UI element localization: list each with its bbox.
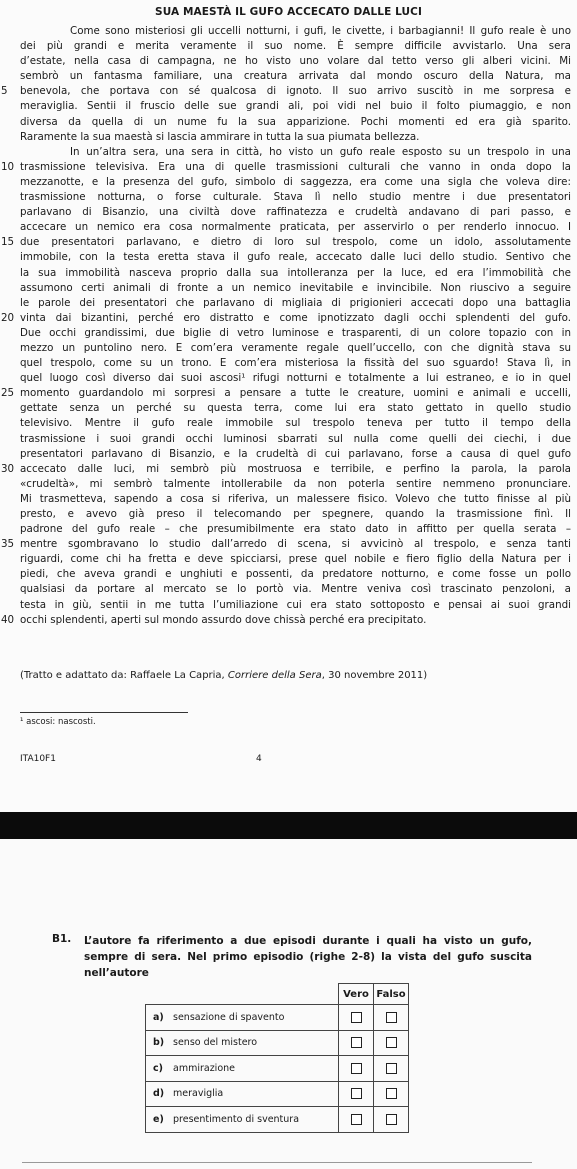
line-number: 20 xyxy=(1,311,15,324)
line-text: d’estate, nella casa di campagna, ne ho visto uno volare dal tetto verso gli alberi vicini. Mi xyxy=(20,55,571,68)
passage-line xyxy=(0,235,577,250)
line-text: accecare un nemico era cosa normalmente praticata, per asservirlo o per renderlo innocuo. I xyxy=(20,221,571,234)
source-citation xyxy=(20,670,427,681)
line-text: la sua immobilità nasceva proprio dalla sua intolleranza per la luce, ed era l’immobilità che xyxy=(20,266,571,279)
line-text: parlavano di Bisanzio, una civiltà dove raffinatezza e crudeltà andavano di pari passo, e xyxy=(20,206,571,219)
checkbox-falso[interactable] xyxy=(386,1037,397,1048)
passage-line xyxy=(0,69,577,84)
line-text: trasmissione televisiva. Era una di quelle trasmissioni culturali che vanno in onda dopo la xyxy=(20,160,571,173)
passage-line xyxy=(0,401,577,416)
cell-vero xyxy=(339,1081,374,1107)
table-row xyxy=(146,1030,409,1056)
line-text: «crudeltà», mi sembrò talmente intollerabile da non poterla sentire nemmeno pronunciare. xyxy=(20,477,571,490)
passage-line xyxy=(0,130,577,145)
line-text: meraviglia. Sentii il fruscio delle sue grandi ali, poi vidi nel buio il folto piumaggio, e non xyxy=(20,100,571,113)
cell-vero xyxy=(339,1056,374,1082)
passage-line xyxy=(0,356,577,371)
question-number: B1. xyxy=(52,933,72,945)
option-letter: b) xyxy=(153,1037,165,1049)
passage-line xyxy=(0,39,577,54)
passage-line xyxy=(0,84,577,99)
passage-line xyxy=(0,54,577,69)
line-text: presentatori parlavano di Bisanzio, e la crudeltà di cui parlavano, forse a causa di quel gufo xyxy=(20,447,571,460)
line-text: dei più grandi e merita veramente il suo nome. È sempre difficile avvistarlo. Una sera xyxy=(20,40,571,53)
passage-line xyxy=(0,266,577,281)
passage-line xyxy=(0,220,577,235)
line-text: quel luogo così diverso dai suoi ascosi¹ rifugi notturni e totalmente a lui estraneo, e io in quel xyxy=(20,372,571,385)
passage-line xyxy=(0,115,577,130)
line-text: televisivo. Mentre il gufo reale immobile sul trespolo teneva per tutto il tempo della xyxy=(20,417,571,430)
header-vero: Vero xyxy=(339,984,374,1005)
question-text: L’autore fa riferimento a due episodi durante i quali ha visto un gufo, sempre di sera. Nel primo episodio (righe 2-8) la vista del gufo suscita nell’autore xyxy=(84,935,532,979)
option-text: senso del mistero xyxy=(173,1037,258,1049)
cell-falso xyxy=(374,1030,409,1056)
line-text: padrone del gufo reale – che presumibilmente era stato dato in affitto per quella serata – xyxy=(20,523,571,536)
passage-line xyxy=(0,296,577,311)
line-text: momento guardandolo mi sorpresi a pensare a tutte le creature, uomini e animali e uccelli, xyxy=(20,387,571,400)
line-number: 40 xyxy=(1,613,15,626)
passage-line xyxy=(0,567,577,582)
option-label xyxy=(146,1030,339,1056)
source-journal: Corriere della Sera xyxy=(227,670,322,681)
checkbox-vero[interactable] xyxy=(351,1088,362,1099)
cell-falso xyxy=(374,1005,409,1031)
checkbox-falso[interactable] xyxy=(386,1114,397,1125)
passage-line xyxy=(0,582,577,597)
passage-line xyxy=(0,250,577,265)
cell-vero xyxy=(339,1005,374,1031)
passage-title: SUA MAESTÀ IL GUFO ACCECATO DALLE LUCI xyxy=(155,6,422,18)
line-number: 30 xyxy=(1,462,15,475)
line-number: 35 xyxy=(1,538,15,551)
passage-text xyxy=(0,24,577,628)
table-row xyxy=(146,1056,409,1082)
passage-line xyxy=(0,492,577,507)
passage-line xyxy=(0,507,577,522)
passage-line xyxy=(0,311,577,326)
line-text: riguardi, come chi ha fretta e deve spicciarsi, prese quel nobile e fiero figlio della Natura per i xyxy=(20,553,571,566)
passage-line xyxy=(0,447,577,462)
option-letter: a) xyxy=(153,1011,164,1023)
passage-line xyxy=(0,205,577,220)
line-text: Raramente la sua maestà si lascia ammirare in tutta la sua piumata bellezza. xyxy=(20,130,420,143)
line-text: mezzanotte, e la presenza del gufo, simbolo di saggezza, era come una sigla che voleva dire: xyxy=(20,175,571,188)
line-text: mezzo un puntolino nero. E com’era veramente regale quell’uccello, con che dignità stava su xyxy=(20,341,571,354)
line-number: 15 xyxy=(1,236,15,249)
checkbox-falso[interactable] xyxy=(386,1012,397,1023)
line-text: quel trespolo, come su un trono. E com’era misteriosa la fissità del suo sguardo! Stava lì, in xyxy=(20,357,571,370)
option-label xyxy=(146,1056,339,1082)
passage-line xyxy=(0,432,577,447)
option-text: sensazione di spavento xyxy=(173,1011,285,1023)
line-text: le parole dei presentatori che parlavano di migliaia di prigionieri accecati dopo una battaglia xyxy=(20,296,571,309)
passage-line xyxy=(0,416,577,431)
passage-line xyxy=(0,145,577,160)
checkbox-falso[interactable] xyxy=(386,1088,397,1099)
true-false-table xyxy=(145,983,409,1133)
source-prefix: (Tratto e adattato da: Raffaele La Capria, xyxy=(20,670,228,681)
option-letter: d) xyxy=(153,1088,165,1100)
table-row xyxy=(146,1081,409,1107)
line-text: sembrò un fantasma familiare, una creatura arrivata dal mondo oscuro della Natura, ma xyxy=(20,70,571,83)
passage-line xyxy=(0,386,577,401)
booklet-code: ITA10F1 xyxy=(20,754,56,764)
checkbox-vero[interactable] xyxy=(351,1012,362,1023)
option-label xyxy=(146,1081,339,1107)
footnote: ¹ ascosi: nascosti. xyxy=(20,717,96,727)
line-number: 5 xyxy=(1,85,8,98)
line-text: trasmissione notturna, o forse culturale. Stava lì nello studio mentre i due presentatori xyxy=(20,191,571,204)
option-letter: c) xyxy=(153,1062,163,1074)
exam-page-bottom xyxy=(0,839,577,1169)
line-text: Come sono misteriosi gli uccelli notturni, i gufi, le civette, i barbagianni! Il gufo reale è uno xyxy=(70,25,571,37)
cell-vero xyxy=(339,1030,374,1056)
passage-line xyxy=(0,477,577,492)
table-corner xyxy=(146,984,339,1005)
passage-line xyxy=(0,326,577,341)
passage-line xyxy=(0,598,577,613)
bottom-divider xyxy=(22,1162,532,1163)
passage-line xyxy=(0,462,577,477)
passage-line xyxy=(0,341,577,356)
passage-line xyxy=(0,552,577,567)
passage-line xyxy=(0,190,577,205)
cell-falso xyxy=(374,1081,409,1107)
table-row xyxy=(146,1005,409,1031)
checkbox-falso[interactable] xyxy=(386,1063,397,1074)
line-text: occhi splendenti, aperti sul mondo assurdo dove chissà perché era precipitato. xyxy=(20,613,427,626)
table-row xyxy=(146,1107,409,1133)
line-text: testa in giù, sentii in me tutta l’umiliazione cui era stato sottoposto e pensai ai suoi grandi xyxy=(20,598,571,611)
line-text: vinta dai bizantini, perché ero distratto e come ipnotizzato dagli occhi splendenti del gufo. xyxy=(20,311,571,324)
line-text: Mi trasmetteva, sapendo a cosa si riferiva, un malessere fisico. Volevo che tutto finisse al più xyxy=(20,492,571,505)
line-text: immobile, con la testa eretta stava il gufo reale, accecato dalle luci dello studio. Sentivo che xyxy=(20,251,571,264)
line-text: mentre sgombravano lo studio dall’arredo di scena, si avvicinò al trespolo, e senza tanti xyxy=(20,538,571,551)
line-text: In un’altra sera, una sera in città, ho visto un gufo reale esposto su un trespolo in una xyxy=(70,145,571,158)
line-text: piedi, che aveva grandi e unghiuti e possenti, da predatore notturno, e come fosse un pollo xyxy=(20,568,571,581)
passage-line xyxy=(0,613,577,628)
footnote-divider xyxy=(20,712,188,713)
page-number: 4 xyxy=(256,754,262,764)
checkbox-vero[interactable] xyxy=(351,1037,362,1048)
header-falso: Falso xyxy=(374,984,409,1005)
line-number: 25 xyxy=(1,387,15,400)
passage-line xyxy=(0,175,577,190)
line-text: accecato dalle luci, mi sembrò più mostruosa e terribile, e perfino la parola, la parola xyxy=(20,462,571,475)
line-text: diversa da quella di un nume fu la sua apparizione. Pochi momenti ed era già sparito. xyxy=(20,115,571,128)
source-suffix: , 30 novembre 2011) xyxy=(321,670,428,681)
page-separator xyxy=(0,812,577,839)
line-text: trasmissione i suoi grandi occhi luminosi sbarrati sul nulla come quelli dei ciechi, i due xyxy=(20,432,571,445)
cell-falso xyxy=(374,1107,409,1133)
option-letter: e) xyxy=(153,1113,164,1125)
checkbox-vero[interactable] xyxy=(351,1063,362,1074)
line-text: due presentatori parlavano, e dietro di loro sul trespolo, come un idolo, assolutamente xyxy=(20,236,571,249)
passage-line xyxy=(0,537,577,552)
passage-line xyxy=(0,160,577,175)
passage-line xyxy=(0,371,577,386)
option-text: presentimento di sventura xyxy=(173,1113,300,1125)
passage-line xyxy=(0,24,577,39)
option-label xyxy=(146,1107,339,1133)
line-number: 10 xyxy=(1,160,15,173)
passage-line xyxy=(0,281,577,296)
cell-falso xyxy=(374,1056,409,1082)
line-text: qualsiasi da portare al mercato se lo portò via. Mentre veniva così trascinato penzoloni, a xyxy=(20,583,571,596)
option-text: meraviglia xyxy=(173,1088,224,1100)
line-text: assumono certi animali di fronte a un nemico inevitabile e invincibile. Non riuscivo a seguire xyxy=(20,281,571,294)
passage-line xyxy=(0,99,577,114)
option-label xyxy=(146,1005,339,1031)
passage-line xyxy=(0,522,577,537)
checkbox-vero[interactable] xyxy=(351,1114,362,1125)
line-text: gettate senza un perché su questa terra, come lui era stato gettato in quello studio xyxy=(20,402,571,415)
cell-vero xyxy=(339,1107,374,1133)
line-text: presto, e avevo già preso il telecomando per spegnere, quando la trasmissione finì. Il xyxy=(20,508,571,520)
line-text: benevola, che portava con sé qualcosa di ignoto. Il suo arrivo suscitò in me sorpresa e xyxy=(20,85,571,98)
option-text: ammirazione xyxy=(173,1062,236,1074)
line-text: Due occhi grandissimi, due biglie di vetro luminose e trasparenti, di un colore topazio con in xyxy=(20,326,571,339)
